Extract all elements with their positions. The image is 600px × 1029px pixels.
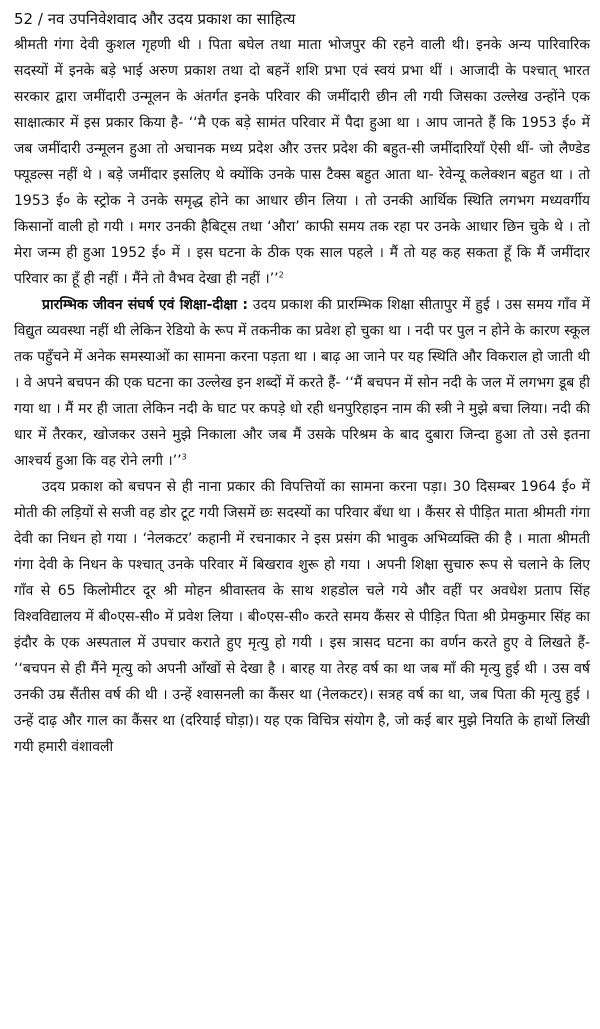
paragraph-text: श्रीमती गंगा देवी कुशल गृहणी थी । पिता बघेल तथा माता भोजपुर की रहने वाली थी। इनके अन्य पारिवारिक सदस्यों में इनके बड़े भाई अरुण प्रकाश तथा दो बहनें शशि प्रभा एवं स्वयं प्रभा थीं । आजादी के पश्चात् भारत सरकार द्वारा जमींदारी उन्मूलन के अंतर्गत इनके परिवार की जमींदारी छीन ली गयी जिसका उल्लेख उन्होंने एक साक्षात्कार में इस प्रकार किया है- ‘‘मै एक बड़े सामंत परिवार में पैदा हुआ था । आप जानते हैं कि 1953 ई० में जब जमींदारी उन्मूलन हुआ तो अचानक मध्य प्रदेश और उत्तर प्रदेश की बहुत-सी जमींदारियाँ ऐसी थीं- जो लैण्डेड फ्यूडल्स नहीं थे । बड़े जमींदार इसलिए थे क्योंकि उनके पास टैक्स बहुत आता था- रेवेन्यू कलेक्शन बहुत था । तो 1953 ई० के स्ट्रोक ने उनके समृद्ध होने का आधार छीन लिया । तो उनकी आर्थिक स्थिति लगभग मध्यवर्गीय किसानों वाली हो गयी । मगर उनकी हैबिट्स तथा ‘औरा’ काफी समय तक रहा पर उनके आधार छिन चुके थे । तो मेरा जन्म ही हुआ 1952 ई० में । इस घटना के ठीक एक साल पहले । मैं तो यह कह सकता हूँ कि मैं जमींदार परिवार का हूँ ही नहीं । मैंने तो वैभव देखा ही नहीं ।’’ bbox=[14, 37, 590, 287]
page-number: 52 bbox=[14, 10, 34, 28]
running-header bbox=[14, 8, 590, 30]
footnote-marker: 3 bbox=[181, 452, 187, 462]
book-title: नव उपनिवेशवाद और उदय प्रकाश का साहित्य bbox=[47, 10, 296, 28]
paragraph-text: उदय प्रकाश की प्रारम्भिक शिक्षा सीतापुर में हुई । उस समय गाँव में विद्युत व्यवस्था नहीं थी लेकिन रेडियो के रूप में तकनीक का प्रवेश हो चुका था । नदी पर पुल न होने के कारण स्कूल तक पहुँचने में अनेक समस्याओं का सामना करना पड़ता था । बाढ़ आ जाने पर यह स्थिति और विकराल हो जाती थी । वे अपने बचपन की एक घटना का उल्लेख इन शब्दों में करते हैं- ‘‘मैं बचपन में सोन नदी के जल में लगभग डूब ही गया था । मैं मर ही जाता लेकिन नदी के घाट पर कपड़े धो रही धनपुरिहाइन नाम की स्त्री ने मुझे बचा लिया। नदी की धार में तैरकर, खोजकर उसने मुझे निकाला और जब मैं उसके परिश्रम के बाद दुबारा जिन्दा हुआ तो उसे इतना आश्चर्य हुआ कि वह रोने लगी ।’’ bbox=[14, 297, 590, 469]
paragraph-text: उदय प्रकाश को बचपन से ही नाना प्रकार की विपत्तियों का सामना करना पड़ा। 30 दिसम्बर 1964 ई० में मोती की लड़ियों से सजी वह डोर टूट गयी जिसमें छः सदस्यों का परिवार बँधा था । कैंसर से पीड़ित माता श्रीमती गंगा देवी का निधन हो गया । ‘नेलकटर’ कहानी में रचनाकार ने इस प्रसंग की भावुक अभिव्यक्ति की है । माता श्रीमती गंगा देवी के निधन के पश्चात् उनके परिवार में बिखराव शुरू हो गया । अपनी शिक्षा सुचारु रूप से चलाने के लिए गाँव से 65 किलोमीटर दूर श्री मोहन श्रीवास्तव के साथ शहडोल चले गये और वहीं पर अवधेश प्रताप सिंह विश्वविद्यालय में बी०एस-सी० में प्रवेश लिया । बी०एस-सी० करते समय कैंसर से पीड़ित पिता श्री प्रेमकुमार सिंह का इंदौर के एक अस्पताल में उपचार कराते हुए मृत्यु हो गयी । इस त्रासद घटना का वर्णन करते हुए वे लिखते हैं- ‘‘बचपन से ही मैंने मृत्यु को अपनी आँखों से देखा है । बारह या तेरह वर्ष का था जब माँ की मृत्यु हुई थी । उस वर्ष उनकी उम्र सैंतीस वर्ष की थी । उन्हें श्वासनली का कैंसर था (नेलकटर)। सत्रह वर्ष का था, जब पिता की मृत्यु हुई । उन्हें दाढ़ और गाल का कैंसर था (दरियाई घोड़ा)। यह एक विचित्र संयोग है, जो कई बार मुझे नियति के हाथों लिखी गयी हमारी वंशावली bbox=[14, 479, 590, 755]
section-heading: प्रारम्भिक जीवन संघर्ष एवं शिक्षा-दीक्षा : bbox=[42, 297, 248, 313]
paragraph-hardships bbox=[14, 474, 590, 760]
paragraph-family-background bbox=[14, 32, 590, 292]
footnote-marker: 2 bbox=[278, 270, 284, 280]
header-separator: / bbox=[37, 10, 43, 28]
paragraph-early-life bbox=[14, 292, 590, 474]
